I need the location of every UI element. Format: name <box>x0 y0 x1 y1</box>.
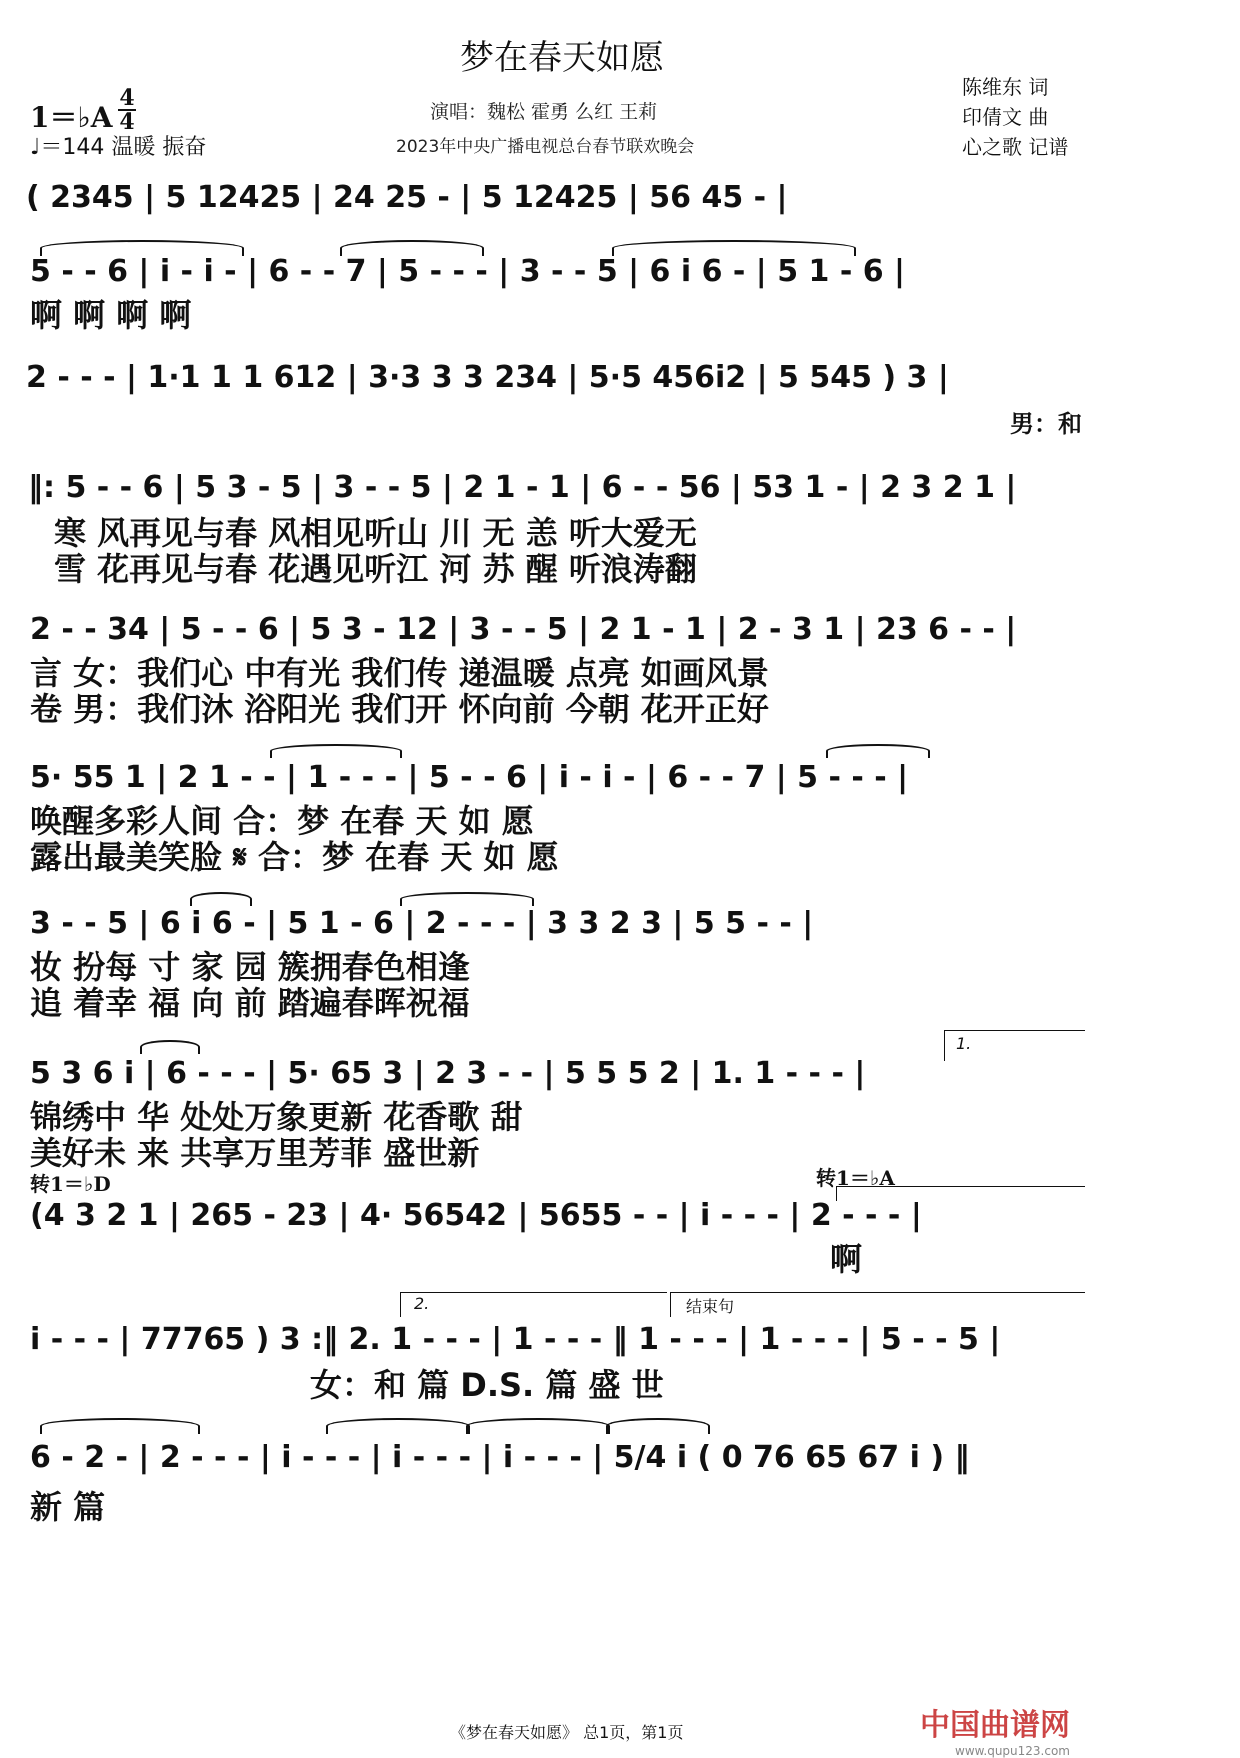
event: 2023年中央广播电视总台春节联欢晚会 <box>396 137 695 157</box>
staff-line-2: 5 - - 6 | i - i - | 6 - - 7 | 5 - - - | 3 - - 5 | 6 i 6 - | 5 1 - 6 | <box>30 254 906 289</box>
lyrics-verse1-line-4: 寒 风再见与春 风相见听山 川 无 恙 听大爱无 <box>54 514 697 552</box>
volta-2-label: 2. <box>414 1294 430 1313</box>
lyrics-verse1-line-7: 妆 扮每 寸 家 园 簇拥春色相逢 <box>30 948 470 986</box>
staff-line-9: (4 3 2 1 | 265 - 23 | 4· 56542 | 5655 - - | i - - - | 2 - - - | <box>30 1198 922 1233</box>
lyrics-verse1-line-5: 言 女：我们心 中有光 我们传 递温暖 点亮 如画风景 <box>30 654 769 692</box>
time-signature: 4 4 <box>119 85 135 135</box>
lyrics-verse1-line-8: 锦绣中 华 处处万象更新 花香歌 甜 <box>30 1098 523 1136</box>
lyrics-line-11: 新 篇 <box>30 1488 106 1526</box>
watermark <box>920 1700 1070 1758</box>
slur <box>190 892 252 906</box>
tempo-marking: ♩＝144 温暖 振奋 <box>30 135 207 160</box>
lyricist: 陈维东 词 <box>962 75 1049 99</box>
lyrics-verse2-line-7: 追 着幸 福 向 前 踏遍春晖祝福 <box>30 984 470 1022</box>
staff-line-5: 2 - - 34 | 5 - - 6 | 5 3 - 12 | 3 - - 5 | 2 1 - 1 | 2 - 3 1 | 23 6 - - | <box>30 612 1017 647</box>
credits <box>962 72 1068 162</box>
staff-line-6: 5· 55 1 | 2 1 - - | 1 - - - | 5 - - 6 | i - i - | 6 - - 7 | 5 - - - | <box>30 760 909 795</box>
slur <box>40 1418 200 1434</box>
watermark-url: www.qupu123.com <box>955 1744 1070 1758</box>
slur <box>606 1418 710 1434</box>
lyrics-verse2-line-8: 美好未 来 共享万里芳菲 盛世新 <box>30 1134 480 1172</box>
page-title: 梦在春天如愿 <box>460 38 664 78</box>
modulation-2: 转1＝♭A <box>816 1166 895 1190</box>
lyrics-verse2-line-4: 雪 花再见与春 花遇见听江 河 苏 醒 听浪涛翻 <box>54 550 697 588</box>
transcriber: 心之歌 记谱 <box>962 135 1069 159</box>
slur <box>826 744 930 758</box>
slur <box>270 744 402 758</box>
slur <box>140 1040 200 1054</box>
staff-line-11: 6 - 2 - | 2 - - - | i - - - | i - - - | i - - - | 5/4 i ( 0 76 65 67 i ) ‖ <box>30 1440 970 1475</box>
composer: 印倩文 曲 <box>962 105 1049 129</box>
modulation-1: 转1＝♭D <box>30 1172 111 1196</box>
volta-2-bracket <box>400 1292 667 1317</box>
staff-line-10: i - - - | 77765 ) 3 :‖ 2. 1 - - - | 1 - - - ‖ 1 - - - | 1 - - - | 5 - - 5 | <box>30 1322 1001 1357</box>
key-signature: 1＝♭A <box>30 101 113 134</box>
staff-line-8: 5 3 6 i | 6 - - - | 5· 65 3 | 2 3 - - | 5 5 5 2 | 1. 1 - - - | <box>30 1056 866 1091</box>
slur <box>400 892 534 906</box>
ending-label: 结束句 <box>686 1297 735 1316</box>
page-footer: 《梦在春天如愿》 总1页，第1页 <box>450 1723 684 1742</box>
lyrics-verse2-line-5: 卷 男：我们沐 浴阳光 我们开 怀向前 今朝 花开正好 <box>30 690 769 728</box>
slur <box>326 1418 470 1434</box>
slur <box>466 1418 610 1434</box>
singers: 演唱：魏松 霍勇 么红 王莉 <box>430 101 658 123</box>
watermark-brand: 中国曲谱网 <box>920 1708 1070 1743</box>
lyrics-line-9: 啊 <box>830 1240 863 1278</box>
staff-line-4: ‖: 5 - - 6 | 5 3 - 5 | 3 - - 5 | 2 1 - 1 | 6 - - 56 | 53 1 - | 2 3 2 1 | <box>28 470 1017 505</box>
staff-line-3: 2 - - - | 1·1 1 1 612 | 3·3 3 3 234 | 5·5 456i2 | 5 545 ) 3 | <box>26 360 949 395</box>
staff-line-7: 3 - - 5 | 6 i 6 - | 5 1 - 6 | 2 - - - | 3 3 2 3 | 5 5 - - | <box>30 906 814 941</box>
volta-1-label: 1. <box>956 1034 972 1053</box>
lyrics-verse2-line-6: 露出最美笑脸 𝄋 合：梦 在春 天 如 愿 <box>30 838 559 876</box>
male-entry: 男：和 <box>1010 410 1082 438</box>
lyrics-line-10: 女：和 篇 D.S. 篇 盛 世 <box>310 1366 664 1404</box>
lyrics-verse1-line-6: 唤醒多彩人间 合：梦 在春 天 如 愿 <box>30 802 534 840</box>
lyrics-line-2: 啊 啊 啊 啊 <box>30 296 192 334</box>
staff-line-1: ( 2345 | 5 12425 | 24 25 - | 5 12425 | 56 45 - | <box>26 180 788 215</box>
